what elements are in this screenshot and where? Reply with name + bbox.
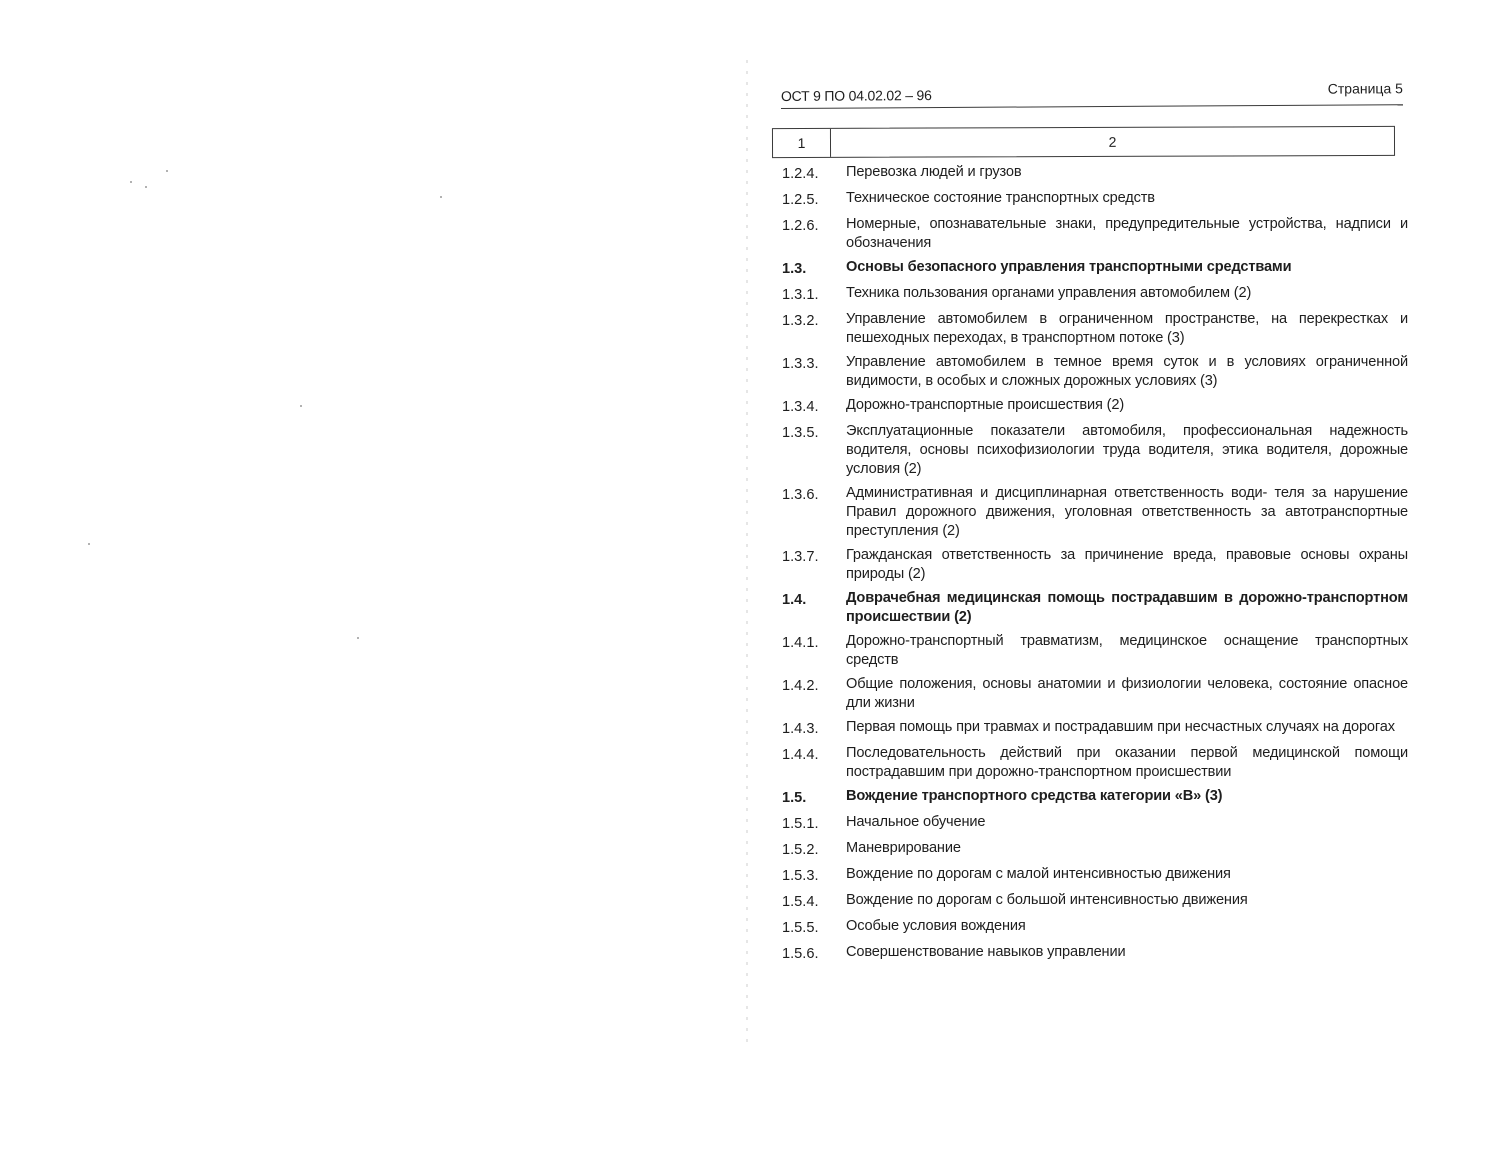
scan-speck [130,181,132,183]
item-number: 1.5.6. [782,946,819,962]
item-number: 1.3.5. [782,425,819,441]
item-text: Управление автомобилем в ограниченном пространстве, на перекрестках и пешеходных переходах, в транспортном потоке (3) [846,311,1408,346]
list-item [782,284,1408,305]
scan-speck [166,170,168,172]
column-header-2: 2 [1108,133,1117,150]
list-item [782,310,1408,348]
item-text: Общие положения, основы анатомии и физиологии человека, состояние опасное дли жизни [846,676,1408,711]
scan-speck [440,196,442,198]
item-number: 1.3.2. [782,313,819,329]
list-item [782,675,1408,713]
document-code: ОСТ 9 ПО 04.02.02 – 96 [780,87,932,105]
list-item [782,422,1408,479]
item-number: 1.2.6. [782,218,819,234]
list-item [782,839,1408,860]
item-number: 1.5.3. [782,868,819,884]
item-text: Эксплуатационные показатели автомобиля, профессиональная надежность водителя, основы психофизиологии труда водителя, этика водителя, дорожные условия (2) [846,423,1408,477]
left-page-blank [0,0,748,1159]
section-heading [782,787,1408,808]
item-text: Начальное обучение [846,814,986,830]
item-number: 1.2.5. [782,192,819,208]
item-text: Вождение по дорогам с малой интенсивностью движения [846,866,1231,882]
list-item [782,865,1408,886]
item-number: 1.5.5. [782,920,819,936]
list-item [782,813,1408,834]
column-header-table [772,126,1395,158]
list-item [782,632,1408,670]
item-number: 1.2.4. [782,166,819,182]
item-text: Особые условия вождения [846,918,1026,934]
item-number: 1.4. [782,592,807,608]
item-text: Совершенствование навыков управлении [846,944,1126,960]
page-binding-edge [746,60,748,1050]
item-text: Техника пользования органами управления автомобилем (2) [846,285,1252,301]
item-number: 1.3.4. [782,399,819,415]
scan-speck [88,543,90,545]
item-text: Техническое состояние транспортных средств [846,190,1155,206]
item-number: 1.4.1. [782,635,819,651]
curriculum-list [782,163,1408,969]
item-text: Вождение по дорогам с большой интенсивностью движения [846,892,1248,908]
item-text: Управление автомобилем в темное время суток и в условиях ограниченной видимости, в особых и сложных дорожных условиях (3) [846,354,1408,389]
section-heading [782,258,1408,279]
item-number: 1.5.2. [782,842,819,858]
list-item [782,744,1408,782]
column-header-1: 1 [773,129,831,157]
scan-speck [145,186,147,188]
item-number: 1.3.6. [782,487,819,503]
list-item [782,546,1408,584]
list-item [782,189,1408,210]
item-text: Номерные, опознавательные знаки, предупредительные устройства, надписи и обозначения [846,216,1408,251]
item-number: 1.4.3. [782,721,819,737]
item-number: 1.4.2. [782,678,819,694]
page-header [781,82,1403,109]
scan-speck [357,637,359,639]
item-number: 1.5.1. [782,816,819,832]
item-text: Доврачебная медицинская помощь пострадавшим в дорожно-транспортном происшествии (2) [846,590,1408,625]
item-text: Дорожно-транспортный травматизм, медицинское оснащение транспортных средств [846,633,1408,668]
list-item [782,163,1408,184]
item-number: 1.3.3. [782,356,819,372]
list-item [782,215,1408,253]
item-number: 1.3. [782,261,807,277]
item-text: Основы безопасного управления транспортными средствами [846,259,1292,275]
item-text: Последовательность действий при оказании первой медицинской помощи пострадавшим при дорожно-транспортном происшествии [846,745,1408,780]
item-text: Маневрирование [846,840,961,856]
scan-speck [300,405,302,407]
item-number: 1.4.4. [782,747,819,763]
list-item [782,353,1408,391]
item-text: Перевозка людей и грузов [846,164,1022,180]
item-text: Дорожно-транспортные происшествия (2) [846,397,1125,413]
list-item [782,917,1408,938]
section-heading [782,589,1408,627]
item-number: 1.3.7. [782,549,819,565]
item-number: 1.5. [782,790,807,806]
item-text: Гражданская ответственность за причинение вреда, правовые основы охраны природы (2) [846,547,1408,582]
list-item [782,396,1408,417]
item-text: Первая помощь при травмах и пострадавшим при несчастных случаях на дорогах [846,719,1395,735]
list-item [782,943,1408,964]
item-number: 1.3.1. [782,287,819,303]
page-number: Страница 5 [1327,80,1403,97]
list-item [782,718,1408,739]
item-text: Административная и дисциплинарная ответственность води- теля за нарушение Правил дорожного движения, уголовная ответственность за автотранспортные преступления (2) [846,485,1408,539]
document-page [750,0,1500,1159]
item-text: Вождение транспортного средства категории «В» (3) [846,788,1223,804]
list-item [782,484,1408,541]
list-item [782,891,1408,912]
item-number: 1.5.4. [782,894,819,910]
